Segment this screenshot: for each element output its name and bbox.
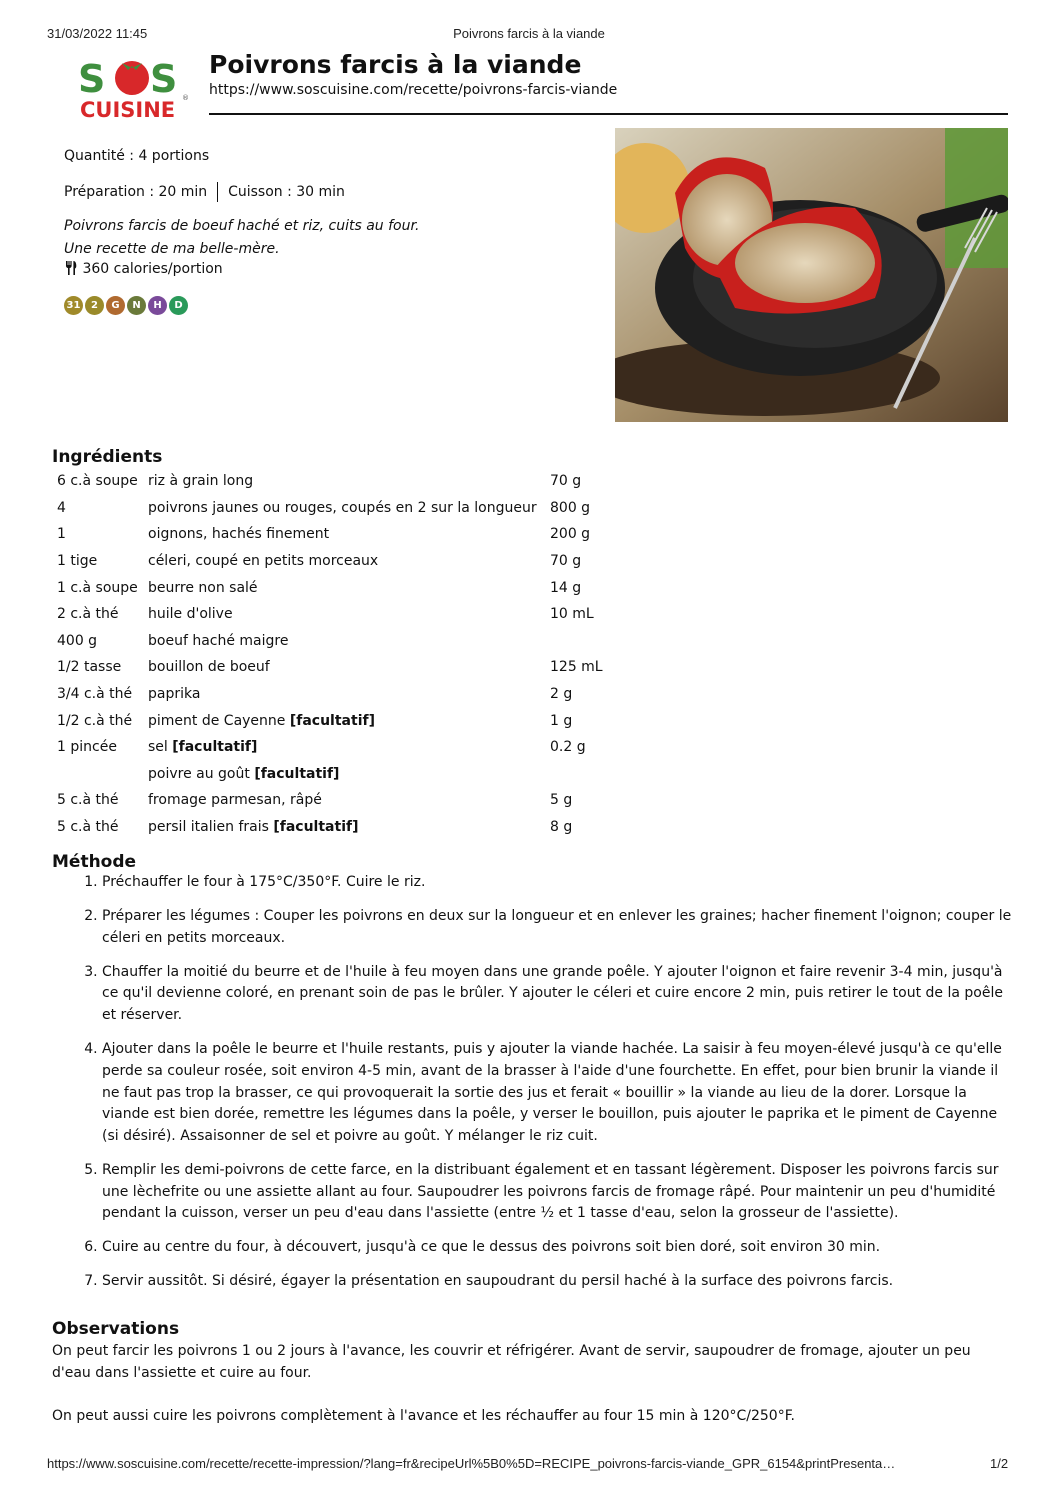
ingredient-amount: 14 g	[550, 579, 582, 596]
ingredient-row	[52, 734, 608, 761]
ingredient-row	[52, 468, 608, 495]
method-heading: Méthode	[52, 852, 137, 872]
logo-registered: ®	[182, 94, 189, 102]
ingredient-name-cell	[143, 548, 545, 575]
ingredient-amount	[545, 628, 608, 655]
method-step: 7. Servir aussitôt. Si désiré, égayer la présentation en saupoudrant du persil haché à la surface des poivrons farcis.	[102, 1271, 1012, 1293]
timing-separator	[217, 182, 218, 202]
fork-knife-icon	[64, 261, 78, 279]
ingredient-qty: 400 g	[57, 632, 98, 649]
ingredient-optional: [facultatif]	[172, 739, 258, 756]
ingredient-name: céleri, coupé en petits morceaux	[148, 553, 379, 570]
ingredient-amount: 125 mL	[550, 659, 603, 676]
ingredient-row	[52, 761, 608, 788]
ingredient-name-cell	[143, 707, 545, 734]
ingredients-heading: Ingrédients	[52, 447, 163, 467]
ingredient-name-cell	[143, 468, 545, 495]
diet-badge-icon: G	[106, 296, 125, 315]
method-step: 3. Chauffer la moitié du beurre et de l'huile à feu moyen dans une grande poêle. Y ajouter l'oignon et faire revenir 3-4 min, jusqu'à ce qu'il devienne coloré, en prenant soin de pas le brûler. Y ajouter le céleri et cuire encore 2 min, puis retirer le tout de la poêle et réserver.	[102, 962, 1012, 1027]
observations-heading: Observations	[52, 1319, 180, 1339]
diet-badges	[64, 296, 188, 315]
ingredient-qty: 5 c.à thé	[57, 819, 119, 836]
description-line-2: Une recette de ma belle-mère.	[64, 241, 280, 257]
ingredient-name: beurre non salé	[148, 579, 258, 596]
recipe-description	[64, 215, 419, 261]
ingredient-amount: 10 mL	[550, 606, 594, 623]
ingredient-name-cell	[143, 495, 545, 522]
ingredient-name: oignons, hachés finement	[148, 526, 330, 543]
ingredient-qty: 1 pincée	[57, 739, 117, 756]
ingredient-optional: [facultatif]	[273, 819, 359, 836]
ingredient-name: sel	[148, 739, 173, 756]
ingredient-qty: 1/2 tasse	[57, 659, 122, 676]
diet-badge-icon: H	[148, 296, 167, 315]
ingredient-row	[52, 495, 608, 522]
recipe-photo	[615, 128, 1008, 422]
ingredient-amount: 70 g	[550, 553, 582, 570]
ingredient-qty: 3/4 c.à thé	[57, 686, 133, 703]
ingredient-name-cell	[143, 814, 545, 841]
logo-letter-s1: S	[78, 57, 106, 101]
quantity: Quantité : 4 portions	[64, 148, 210, 164]
ingredient-row	[52, 601, 608, 628]
ingredient-optional: [facultatif]	[254, 765, 340, 782]
ingredient-name: riz à grain long	[148, 473, 254, 490]
observation-2: On peut aussi cuire les poivrons complètement à l'avance et les réchauffer au four 15 min à 120°C/250°F.	[52, 1408, 795, 1424]
ingredient-row	[52, 521, 608, 548]
ingredient-qty: 1/2 c.à thé	[57, 712, 133, 729]
ingredient-qty: 6 c.à soupe	[57, 473, 138, 490]
method-steps	[52, 872, 1012, 1305]
ingredient-name-cell	[143, 521, 545, 548]
logo-letter-s2: S	[150, 57, 178, 101]
ingredient-name-cell	[143, 681, 545, 708]
ingredient-name: persil italien frais	[148, 819, 274, 836]
ingredient-name-cell	[143, 787, 545, 814]
ingredients-table	[52, 468, 608, 840]
ingredient-amount: 2 g	[550, 686, 573, 703]
ingredient-row	[52, 814, 608, 841]
cook-time: Cuisson : 30 min	[228, 184, 345, 200]
ingredient-name: boeuf haché maigre	[148, 632, 289, 649]
ingredient-name: piment de Cayenne	[148, 712, 290, 729]
ingredient-amount: 200 g	[550, 526, 591, 543]
ingredient-row	[52, 707, 608, 734]
ingredient-row	[52, 654, 608, 681]
ingredient-name: fromage parmesan, râpé	[148, 792, 322, 809]
ingredient-optional: [facultatif]	[289, 712, 375, 729]
diet-badge-icon: 31	[64, 296, 83, 315]
ingredient-name-cell	[143, 761, 545, 788]
ingredient-amount: 800 g	[550, 499, 591, 516]
calories	[64, 261, 223, 279]
ingredient-name-cell	[143, 574, 545, 601]
logo-cuisine: CUISINE	[80, 98, 176, 122]
ingredient-qty: 1	[57, 526, 66, 543]
footer-page-number: 1/2	[990, 1456, 1009, 1471]
ingredient-qty: 1 c.à soupe	[57, 579, 138, 596]
ingredient-name: paprika	[148, 686, 201, 703]
description-line-1: Poivrons farcis de boeuf haché et riz, cuits au four.	[64, 218, 420, 234]
recipe-title: Poivrons farcis à la viande	[209, 50, 582, 79]
method-step: 4. Ajouter dans la poêle le beurre et l'huile restants, puis y ajouter la viande hachée. La saisir à feu moyen-élevé jusqu'à ce qu'elle perde sa couleur rosée, soit environ 4-5 min, avant de la brasser à l'aide d'une fourchette. En effet, pour bien brunir la viande il ne faut pas trop la brasser, ce qui provoquerait la sortie des jus et ferait « bouillir » la viande au lieu de la dorer. Lorsque la viande est bien dorée, remettre les légumes dans la poêle, y verser le bouillon, puis ajouter le paprika et le piment de Cayenne (si désiré). Assaisonner de sel et poivre au goût. Y mélanger le riz cuit.	[102, 1039, 1012, 1148]
ingredient-row	[52, 787, 608, 814]
print-page-title: Poivrons farcis à la viande	[453, 26, 605, 41]
diet-badge-icon: N	[127, 296, 146, 315]
ingredient-name-cell	[143, 601, 545, 628]
ingredient-row	[52, 574, 608, 601]
ingredient-name: poivre au goût	[148, 765, 255, 782]
timing	[64, 182, 345, 202]
ingredient-name: bouillon de boeuf	[148, 659, 270, 676]
ingredient-qty: 5 c.à thé	[57, 792, 119, 809]
recipe-url[interactable]: https://www.soscuisine.com/recette/poivrons-farcis-viande	[209, 82, 618, 98]
prep-time: Préparation : 20 min	[64, 184, 208, 200]
ingredient-amount: 5 g	[550, 792, 573, 809]
method-step: 5. Remplir les demi-poivrons de cette farce, en la distribuant également et en tassant légèrement. Disposer les poivrons farcis sur une lèchefrite ou une assiette allant au four. Saupoudrer les poivrons farcis de fromage râpé. Pour maintenir un peu d'humidité pendant la cuisson, verser un peu d'eau dans l'assiette (entre ½ et 1 tasse d'eau, selon la grosseur de l'assiette).	[102, 1160, 1012, 1225]
footer-url: https://www.soscuisine.com/recette/recette-impression/?lang=fr&recipeUrl%5B0%5D=RECIPE_poivrons-farcis-viande_GPR_6154&printPresenta…	[47, 1456, 896, 1471]
method-step: 1. Préchauffer le four à 175°C/350°F. Cuire le riz.	[102, 872, 1012, 894]
ingredient-qty	[52, 761, 143, 788]
observation-1: On peut farcir les poivrons 1 ou 2 jours à l'avance, les couvrir et réfrigérer. Avant de servir, saupoudrer de fromage, ajouter un peu d'eau dans l'assiette et cuire au four.	[52, 1343, 971, 1381]
calories-text: 360 calories/portion	[82, 261, 223, 277]
ingredient-qty: 2 c.à thé	[57, 606, 119, 623]
ingredient-amount: 0.2 g	[550, 739, 586, 756]
ingredient-name-cell	[143, 628, 545, 655]
ingredient-amount: 70 g	[550, 473, 582, 490]
ingredient-name: poivrons jaunes ou rouges, coupés en 2 sur la longueur	[148, 499, 537, 516]
ingredient-amount: 8 g	[550, 819, 573, 836]
ingredient-qty: 4	[57, 499, 66, 516]
ingredient-row	[52, 681, 608, 708]
method-step: 6. Cuire au centre du four, à découvert, jusqu'à ce que le dessus des poivrons soit bien doré, soit environ 30 min.	[102, 1237, 1012, 1259]
ingredient-row	[52, 628, 608, 655]
ingredient-amount: 1 g	[550, 712, 573, 729]
ingredient-name-cell	[143, 734, 545, 761]
ingredient-qty: 1 tige	[57, 553, 98, 570]
ingredient-name-cell	[143, 654, 545, 681]
print-datetime: 31/03/2022 11:45	[47, 26, 148, 41]
sos-cuisine-logo	[60, 50, 195, 122]
ingredient-name: huile d'olive	[148, 606, 233, 623]
diet-badge-icon: 2	[85, 296, 104, 315]
ingredient-row	[52, 548, 608, 575]
title-divider	[209, 113, 1008, 115]
method-step: 2. Préparer les légumes : Couper les poivrons en deux sur la longueur et en enlever les graines; hacher finement l'oignon; couper le céleri en petits morceaux.	[102, 906, 1012, 949]
diet-badge-icon: D	[169, 296, 188, 315]
ingredient-amount	[545, 761, 608, 788]
